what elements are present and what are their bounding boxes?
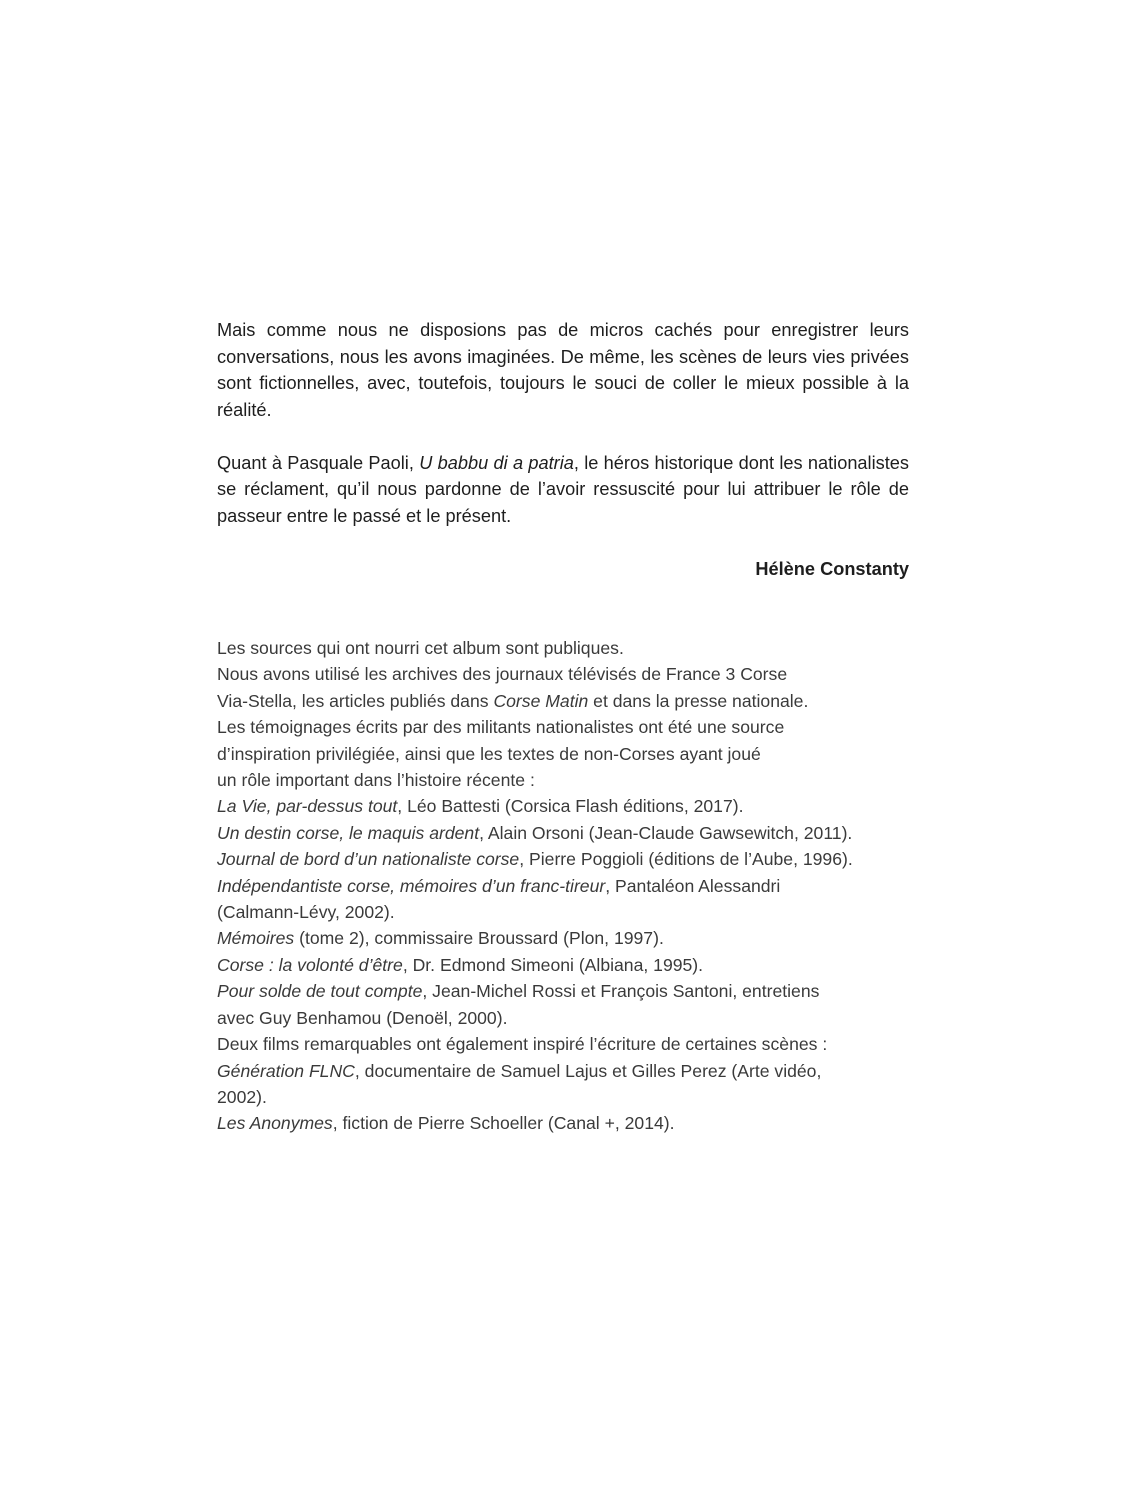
source-italic-title: La Vie, par-dessus tout [217, 796, 398, 817]
source-text: , Dr. Edmond Simeoni (Albiana, 1995). [402, 954, 704, 975]
source-italic-title: Journal de bord d’un nationaliste corse [217, 849, 520, 870]
source-line [217, 978, 917, 1004]
source-line [217, 688, 917, 714]
source-text: d’inspiration privilégiée, ainsi que les textes de non-Corses ayant joué [217, 743, 761, 764]
source-italic-title: Les Anonymes [217, 1113, 333, 1134]
paragraph-2-start: Quant à Pasquale Paoli, [217, 452, 420, 473]
paragraph-2-italic-title: U babbu di a patria [419, 452, 574, 473]
source-text: Deux films remarquables ont également inspiré l’écriture de certaines scènes : [217, 1034, 828, 1055]
source-text: Les témoignages écrits par des militants nationalistes ont été une source [217, 717, 785, 738]
source-line [217, 899, 917, 925]
source-line [217, 1031, 917, 1057]
source-italic-title: Un destin corse, le maquis ardent [217, 822, 480, 843]
source-line [217, 1084, 917, 1110]
source-text: et dans la presse nationale. [588, 690, 809, 711]
source-line [217, 873, 917, 899]
source-text: un rôle important dans l’histoire récente : [217, 770, 535, 791]
paragraph-2-end: , le héros historique dont les nationalistes se réclament, qu’il nous pardonne de l’avoir ressuscité pour lui attribuer le rôle de passeur entre le passé et le présent. [217, 452, 909, 526]
author-signature: Hélène Constanty [755, 559, 909, 579]
sources-section [217, 635, 917, 1137]
source-line [217, 661, 917, 687]
source-italic-title: Corse : la volonté d’être [217, 954, 403, 975]
source-line [217, 1110, 917, 1136]
source-text: , Jean-Michel Rossi et François Santoni, entretiens [422, 981, 820, 1002]
source-italic-title: Corse Matin [493, 690, 589, 711]
source-text: avec Guy Benhamou (Denoël, 2000). [217, 1007, 508, 1028]
source-text: , Pierre Poggioli (éditions de l’Aube, 1996). [519, 849, 853, 870]
source-italic-title: Indépendantiste corse, mémoires d’un franc-tireur [217, 875, 606, 896]
source-line [217, 925, 917, 951]
source-text: , documentaire de Samuel Lajus et Gilles Perez (Arte vidéo, [354, 1060, 822, 1081]
intro-paragraph-1: Mais comme nous ne disposions pas de micros cachés pour enregistrer leurs conversations, nous les avons imaginées. De même, les scènes de leurs vies privées sont fictionnelles, avec, toutefois, toujours le souci de coller le mieux possible à la réalité. [217, 320, 909, 420]
source-text: Via-Stella, les articles publiés dans [217, 690, 494, 711]
source-text: 2002). [217, 1086, 267, 1107]
source-line [217, 820, 917, 846]
source-text: (Calmann-Lévy, 2002). [217, 902, 395, 923]
source-italic-title: Pour solde de tout compte [217, 981, 423, 1002]
source-text: , Pantaléon Alessandri [605, 875, 781, 896]
author-note [217, 317, 909, 529]
source-text: , Léo Battesti (Corsica Flash éditions, 2017). [397, 796, 744, 817]
source-line [217, 846, 917, 872]
source-text: Nous avons utilisé les archives des journaux télévisés de France 3 Corse [217, 664, 788, 685]
source-line [217, 1058, 917, 1084]
source-line [217, 952, 917, 978]
source-line [217, 635, 917, 661]
source-text: , fiction de Pierre Schoeller (Canal +, 2014). [332, 1113, 675, 1134]
intro-paragraph-2 [217, 450, 909, 530]
source-italic-title: Génération FLNC [217, 1060, 355, 1081]
source-line [217, 1005, 917, 1031]
source-line [217, 714, 917, 740]
source-text: , Alain Orsoni (Jean-Claude Gawsewitch, 2011). [479, 822, 853, 843]
source-line [217, 767, 917, 793]
source-text: (tome 2), commissaire Broussard (Plon, 1997). [294, 928, 664, 949]
source-italic-title: Mémoires [217, 928, 295, 949]
source-text: Les sources qui ont nourri cet album sont publiques. [217, 638, 624, 658]
source-line [217, 793, 917, 819]
source-line [217, 741, 917, 767]
